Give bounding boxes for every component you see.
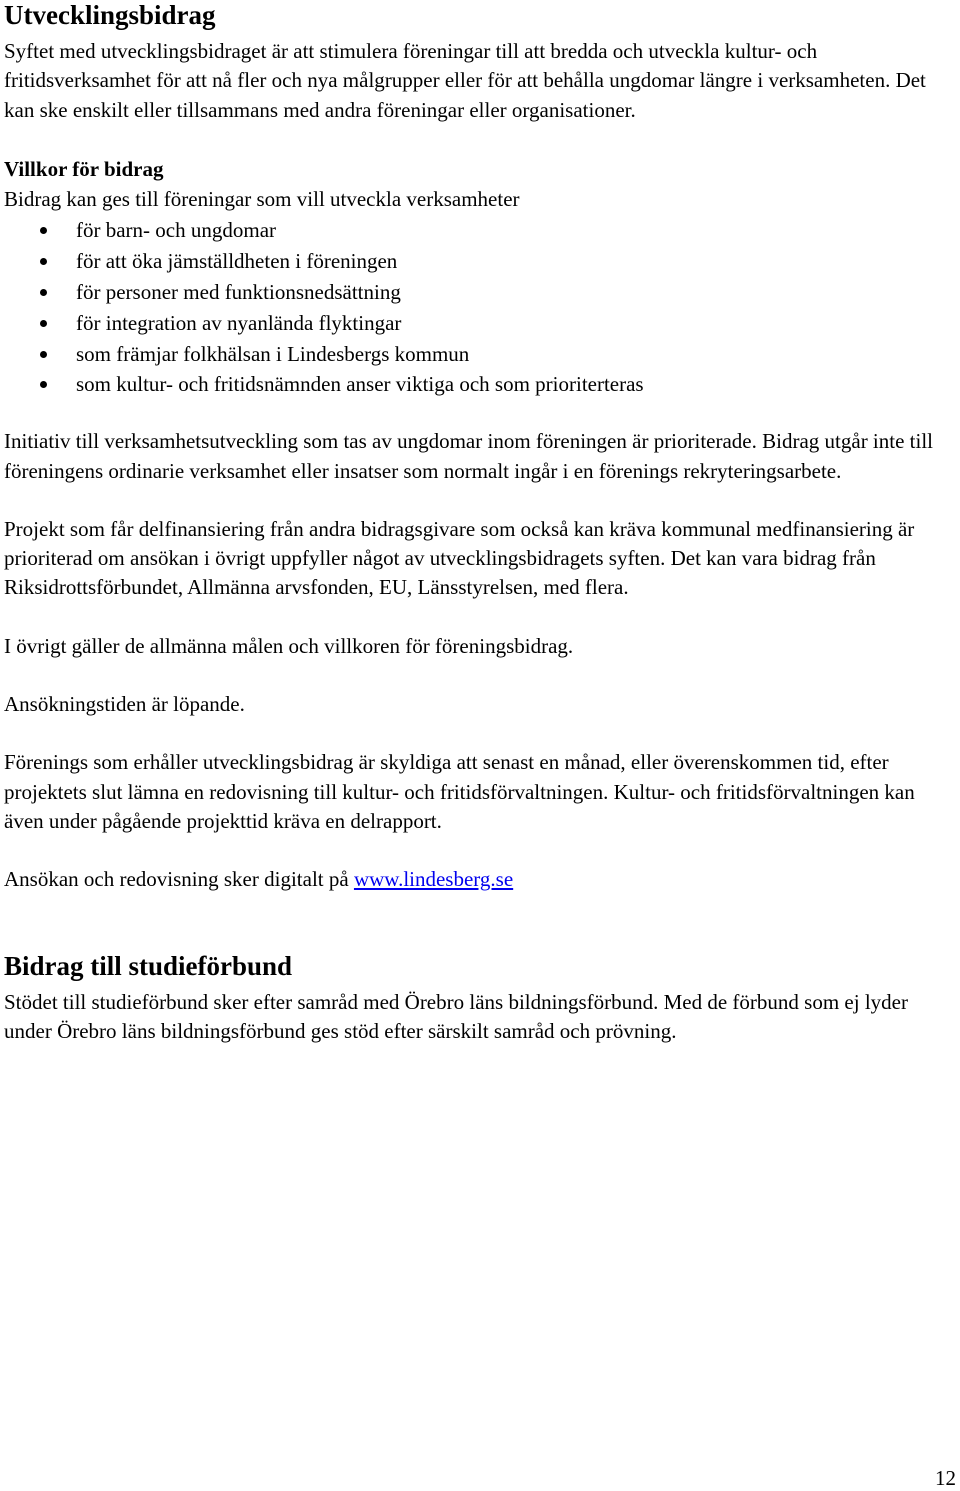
- bullet-icon: [40, 258, 47, 265]
- page-number: 12: [935, 1466, 956, 1490]
- list-item: som kultur- och fritidsnämnden anser viktiga och som prioriterteras: [4, 369, 954, 400]
- section-title-utvecklingsbidrag: Utvecklingsbidrag: [4, 0, 216, 30]
- list-item: för att öka jämställdheten i föreningen: [4, 246, 954, 277]
- ovrigt-paragraph: I övrigt gäller de allmänna målen och villkoren för föreningsbidrag.: [4, 633, 574, 658]
- list-item: för barn- och ungdomar: [4, 215, 954, 246]
- bullet-icon: [40, 320, 47, 327]
- document-page: [4, 0, 954, 1046]
- list-item: för personer med funktionsnedsättning: [4, 277, 954, 308]
- lindesberg-link[interactable]: www.lindesberg.se: [353, 867, 514, 892]
- conditions-heading: Villkor för bidrag: [4, 156, 164, 181]
- digital-paragraph: [4, 865, 954, 894]
- initiativ-paragraph: Initiativ till verksamhetsutveckling som tas av ungdomar inom föreningen är prioriterade. Bidrag utgår inte till föreningens ordinarie verksamhet eller insatser som normalt ingår i en förenings rekryteringsarbete.: [4, 429, 934, 483]
- list-item: som främjar folkhälsan i Lindesbergs kommun: [4, 339, 954, 370]
- bullet-icon: [40, 227, 47, 234]
- digital-text: Ansökan och redovisning sker digitalt på: [4, 867, 354, 892]
- bullet-icon: [40, 351, 47, 358]
- redovisning-paragraph: Förenings som erhåller utvecklingsbidrag är skyldiga att senast en månad, eller överenskommen tid, efter projektets slut lämna en redovisning till kultur- och fritidsförvaltningen. Kultur- och fritidsförvaltningen kan även under pågående projekttid kräva en delrapport.: [4, 750, 915, 833]
- bullet-icon: [40, 289, 47, 296]
- conditions-lead: Bidrag kan ges till föreningar som vill utveckla verksamheter: [4, 187, 520, 212]
- ansokningstid-paragraph: Ansökningstiden är löpande.: [4, 692, 245, 717]
- projekt-paragraph: Projekt som får delfinansiering från andra bidragsgivare som också kan kräva kommunal medfinansiering är prioriterad om ansökan i övrigt uppfyller något av utvecklingsbidragets syften. Det kan vara bidrag från Riksidrottsförbundet, Allmänna arvsfonden, EU, Länsstyrelsen, med flera.: [4, 516, 915, 600]
- conditions-list: [4, 215, 954, 400]
- bullet-icon: [40, 381, 47, 388]
- intro-paragraph: Syftet med utvecklingsbidraget är att stimulera föreningar till att bredda och utveckla kultur- och fritidsverksamhet för att nå fler och nya målgrupper eller för att behålla ungdomar längre i verksamheten. Det kan ske enskilt eller tillsammans med andra föreningar eller organisationer.: [4, 39, 926, 122]
- section-title-studieforbund: Bidrag till studieförbund: [4, 950, 293, 981]
- studieforbund-paragraph: Stödet till studieförbund sker efter samråd med Örebro läns bildningsförbund. Med de förbund som ej lyder under Örebro läns bildningsförbund ges stöd efter särskilt samråd och prövning.: [4, 989, 908, 1043]
- list-item: för integration av nyanlända flyktingar: [4, 308, 954, 339]
